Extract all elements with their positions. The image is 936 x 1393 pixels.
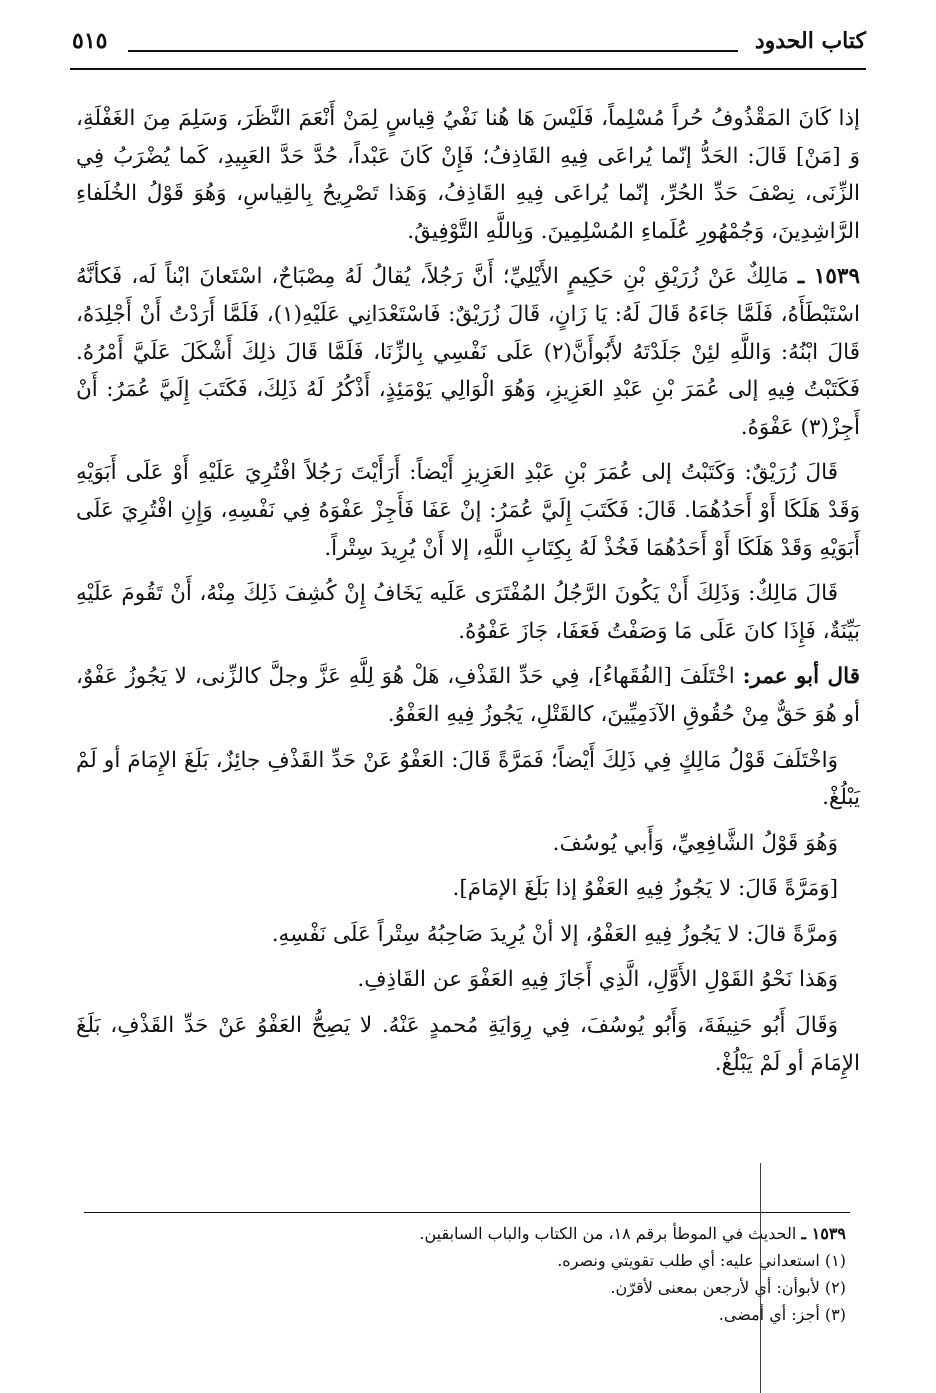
footnote-ref: (١) [824, 1251, 846, 1270]
header-line [128, 50, 738, 52]
hadith-number: ١٥٣٩ ـ [797, 264, 861, 290]
scan-crease-line [760, 1163, 761, 1393]
footnote [86, 1220, 846, 1247]
commentator-label: قال أبو عمر: [742, 664, 860, 690]
footnote-text: لأبوأن: أي لأرجعن بمعنى لأقرّن. [610, 1278, 820, 1297]
header-rule [70, 68, 866, 70]
footnote-ref: ١٥٣٩ ـ [801, 1224, 846, 1243]
commentary-paragraph [76, 658, 860, 733]
paragraph: إذا كَانَ المَقْذُوفُ حُراً مُسْلِماً، فَلَيْسَ هَا هُنا نَفْيُ قِياسٍ لِمَنْ أَنْعَمَ النَّظَرَ، وَسَلِمَ مِنَ الغَفْلَةِ، وَ [مَنْ] قَالَ: الحَدُّ إنّما يُراعَى فِيهِ القَاذِفُ؛ فَإِنْ كَانَ عَبْداً، حُدَّ حَدَّ العَبِيدِ، كَما يُضْرَبُ فِي الزِّنَى، نِصْفَ حَدِّ الحُرِّ، إنّما يُراعَى فِيهِ القَاذِفُ، وَهَذا تَصْرِيحُ بِالقِياسِ، وَهُوَ قَوْلُ الخُلَفاءِ الرَّاشِدِينَ، وَجُمْهُورِ عُلَماءِ المُسْلِمِينَ. وَبِاللَّهِ التَّوْفِيقُ. [76, 106, 860, 244]
paragraph: قَالَ مَالِكٌ: وَذَلِكَ أَنْ يَكُونَ الرَّجُلُ المُفْتَرَى عَلَيه يَخَافُ إِنْ كُشِفَ ذَلِكَ مِنْهُ، أَنْ تَقُومَ عَلَيْهِ بَيِّنَةٌ، فَإِذَا كانَ عَلَى مَا وَصَفْتُ فَعَفَا، جَازَ عَفْوُهُ. [76, 581, 860, 644]
footnote-ref: (٢) [824, 1278, 846, 1297]
paragraph: [وَمَرَّةً قَالَ: لا يَجُوزُ فِيهِ العَفْوُ إذا بَلَغَ الإمَامَ]. [452, 876, 838, 902]
footnote [86, 1274, 846, 1301]
main-text [76, 100, 860, 1090]
footnote-text: استعداني عليه: أي طلب تقويتي ونصره. [557, 1251, 820, 1270]
footnote [86, 1301, 846, 1328]
running-title: كتاب الحدود [754, 28, 866, 54]
paragraph: وَمرَّةً قالَ: لا يَجُوزُ فِيهِ العَفْوُ، إلا أنْ يُرِيدَ صَاحِبُهُ سِتْراً عَلَى نَفْسِهِ. [271, 921, 838, 947]
page-header [70, 24, 866, 68]
paragraph: وَقَالَ أَبُو حَنِيفَةَ، وَأَبُو يُوسُفَ، فِي رِوَايَةِ مُحمدٍ عَنْهُ. لا يَصِحُّ العَفْوُ عَنْ حَدِّ القَذْفِ، بَلَغَ الإِمَامَ أو لَمْ يَبْلُغْ. [76, 1013, 860, 1076]
hadith-text: مَالِكٌ عَنْ زُرَيْقِ بْنِ حَكِيمٍ الأَيْلِيِّ؛ أَنَّ رَجُلاً، يُقالُ لَهُ مِصْبَاحٌ، اسْتَعانَ ابْناً لَه، فَكأنَّهُ اسْتَبْطَأَهُ، فَلَمَّا جَاءَهُ قَالَ لَهُ: يَا زَانٍ، قَالَ زُرَيْقٌ: فَاسْتَعْدَانِي عَلَيْهِ(١)، فَلَمَّا أَرَدْتُ أَنْ أَجْلِدَهُ، قَالَ ابْنُهُ: وَاللَّهِ لئِنْ جَلَدْتَهُ لأَبُوأَنَّ(٢) عَلَى نَفْسِي بِالزِّنَا، فَلَمَّا قَالَ ذلِكَ أَشْكَلَ عَلَيَّ أَمْرُهُ. فَكَتَبْتُ فِيهِ إلى عُمَرَ بْنِ عَبْدِ العَزِيزِ، وَهُوَ الْوَالِي يَوْمَئِذٍ، أَذْكُرُ لَهُ ذَلِكَ، فَكَتَبَ إِلَيَّ عُمَرُ: أَنْ أَجِزْ(٣) عَفْوَهُ. [76, 264, 861, 440]
footnote-text: أجز: أي أمضى. [718, 1305, 820, 1324]
footnote-separator [84, 1212, 850, 1213]
paragraph: وَاخْتَلَفَ قَوْلُ مَالِكٍ فِي ذَلِكَ أَيْضاً؛ فَمَرَّةً قَالَ: العَفْوُ عَنْ حَدِّ القَذْفِ جائِزٌ، بَلَغَ الإِمَامَ أو لَمْ يَبْلُغْ. [76, 747, 860, 811]
footnotes [86, 1220, 846, 1328]
commentary-text: اخْتَلَفَ [الفُقَهاءُ]، فِي حَدِّ القَذْفِ، هَلْ هُوَ لِلَّهِ عَزَّ وجلَّ كالزِّنى، لا يَجُوزُ عَفْوٌ، أو هُوَ حَقٌّ مِنْ حُقُوقِ الآدَمِيِّينَ، كالقَتْلِ، يَجُوزُ فِيهِ العَفْوُ. [76, 664, 860, 727]
hadith-paragraph [76, 258, 860, 446]
footnote-text: الحديث في الموطأ برقم ١٨، من الكتاب والباب السابقين. [419, 1224, 797, 1243]
paragraph: وَهَذا نَحْوُ القَوْلِ الأَوَّلِ، الَّذِي أَجَازَ فِيهِ العَفْوَ عن القَاذِفِ. [357, 967, 838, 993]
paragraph: وَهُوَ قَوْلُ الشَّافِعِيِّ، وَأَبي يُوسُفَ. [552, 830, 838, 856]
page-number: ٥١٥ [72, 28, 108, 54]
paragraph: قَالَ زُرَيْقٌ: وَكَتَبْتُ إلى عُمَرَ بْنِ عَبْدِ العَزِيزِ أَيْضاً: أَرَأَيْتَ رَجُلاً افْتُرِيَ عَلَيْهِ أَوْ عَلَى أَبَوَيْهِ وَقَدْ هَلَكَا أَوْ أَحَدُهُمَا. قَالَ: فَكَتَبَ إِلَيَّ عُمَرُ: إنْ عَفَا فَأَجِزْ عَفْوَهُ فِي نَفْسِهِ، وَإِنِ افْتُرِيَ عَلَى أَبَوَيْهِ وَقَدْ هَلَكَا أَوْ أَحَدُهُمَا فَخُذْ لَهُ بِكِتَابِ اللَّهِ، إلا أَنْ يُرِيدَ سِتْراً. [76, 460, 860, 561]
footnote [86, 1247, 846, 1274]
footnote-ref: (٣) [824, 1305, 846, 1324]
